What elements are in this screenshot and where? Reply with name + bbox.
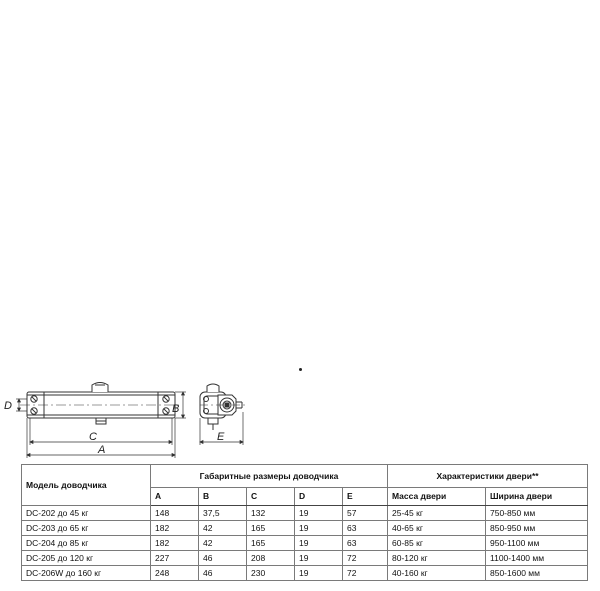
cell-e: 63	[343, 536, 388, 551]
cell-b: 37,5	[199, 506, 247, 521]
side-view	[200, 384, 246, 430]
cell-model: DC-205 до 120 кг	[22, 551, 151, 566]
table-row	[22, 551, 588, 566]
cell-d: 19	[295, 536, 343, 551]
cell-door-mass: 80-120 кг	[388, 551, 486, 566]
cell-e: 72	[343, 551, 388, 566]
label-c: C	[89, 431, 97, 443]
label-d: D	[4, 400, 12, 412]
cell-door-mass: 40-160 кг	[388, 566, 486, 581]
door-closer-drawing	[0, 372, 300, 464]
cell-door-width: 850-1600 мм	[486, 566, 588, 581]
header-col-e: E	[343, 487, 388, 505]
cell-a: 227	[151, 551, 199, 566]
cell-model: DC-203 до 65 кг	[22, 521, 151, 536]
table-body	[22, 506, 588, 581]
table-row	[22, 506, 588, 521]
cell-d: 19	[295, 566, 343, 581]
cell-c: 165	[247, 536, 295, 551]
label-b: B	[172, 403, 180, 415]
cell-model: DC-206W до 160 кг	[22, 566, 151, 581]
header-col-a: A	[151, 487, 199, 505]
cell-door-mass: 40-65 кг	[388, 521, 486, 536]
header-col-d: D	[295, 487, 343, 505]
cell-model: DC-204 до 85 кг	[22, 536, 151, 551]
cell-c: 208	[247, 551, 295, 566]
cell-a: 148	[151, 506, 199, 521]
cell-a: 182	[151, 521, 199, 536]
cell-c: 230	[247, 566, 295, 581]
cell-door-width: 1100-1400 мм	[486, 551, 588, 566]
cell-e: 63	[343, 521, 388, 536]
cell-door-mass: 60-85 кг	[388, 536, 486, 551]
cell-door-width: 750-850 мм	[486, 506, 588, 521]
header-col-c: C	[247, 487, 295, 505]
header-dims-group: Габаритные размеры доводчика	[151, 465, 388, 488]
cell-c: 165	[247, 521, 295, 536]
cell-a: 248	[151, 566, 199, 581]
cell-d: 19	[295, 506, 343, 521]
front-view	[20, 383, 182, 425]
table-row	[22, 521, 588, 536]
cell-a: 182	[151, 536, 199, 551]
cell-model: DC-202 до 45 кг	[22, 506, 151, 521]
cell-b: 46	[199, 566, 247, 581]
label-a: A	[98, 444, 106, 456]
header-col-b: B	[199, 487, 247, 505]
table-row	[22, 536, 588, 551]
cell-door-width: 850-950 мм	[486, 521, 588, 536]
stray-dot	[299, 368, 302, 371]
cell-e: 57	[343, 506, 388, 521]
header-door-group: Характеристики двери**	[388, 465, 588, 488]
header-model: Модель доводчика	[22, 465, 151, 506]
cell-d: 19	[295, 551, 343, 566]
specifications-table	[21, 464, 588, 581]
cell-e: 72	[343, 566, 388, 581]
cell-c: 132	[247, 506, 295, 521]
cell-door-mass: 25-45 кг	[388, 506, 486, 521]
label-e: E	[217, 431, 225, 443]
table-row	[22, 566, 588, 581]
cell-d: 19	[295, 521, 343, 536]
header-col-door-width: Ширина двери	[486, 487, 588, 505]
cell-b: 42	[199, 536, 247, 551]
cell-b: 42	[199, 521, 247, 536]
cell-b: 46	[199, 551, 247, 566]
cell-door-width: 950-1100 мм	[486, 536, 588, 551]
header-col-door-mass: Масса двери	[388, 487, 486, 505]
